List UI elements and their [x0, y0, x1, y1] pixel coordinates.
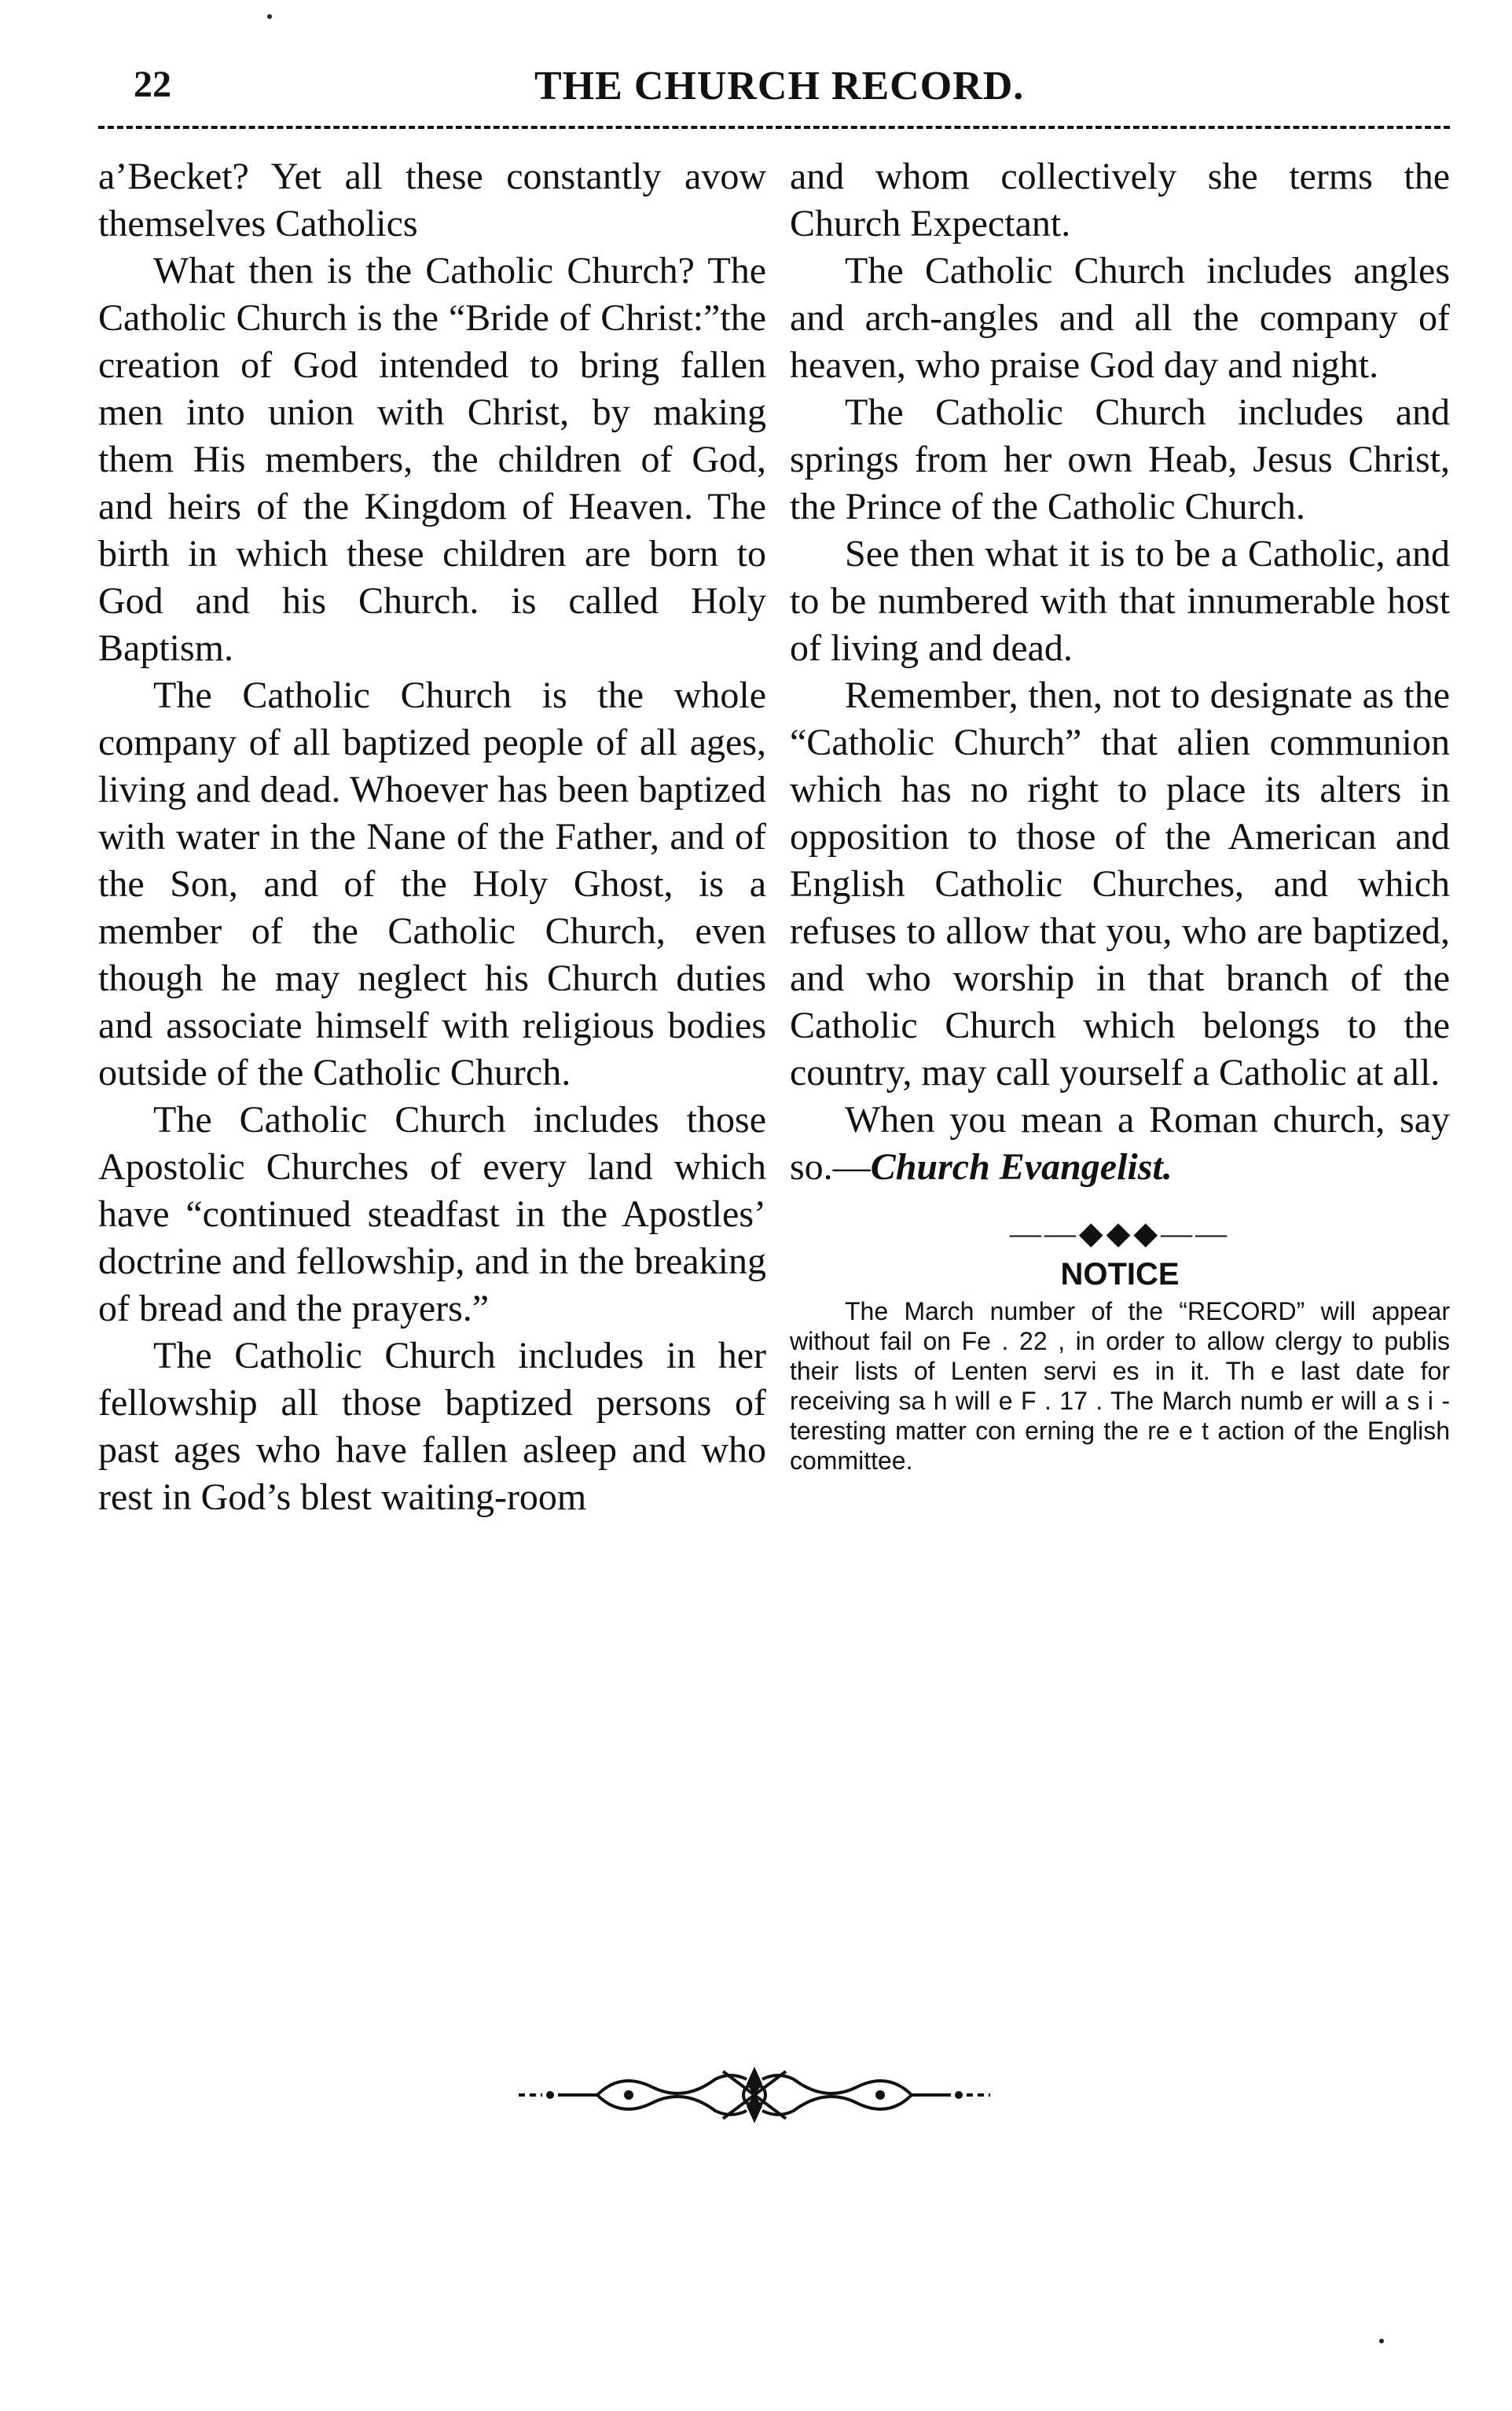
paragraph: The Catholic Church includes those Apostolic Churches of every land which have “continued steadfast in the Apostles’ doctrine and fellowship, and in the breaking of bread and the prayers.” [98, 1099, 766, 1329]
left-column [98, 153, 766, 1521]
source-citation: Church Evangelist. [870, 1146, 1173, 1188]
speck [267, 14, 272, 19]
notice-block [790, 1215, 1450, 1476]
paragraph: a’Becket? Yet all these constantly avow themselves Catholics [98, 156, 766, 244]
right-column [790, 153, 1450, 1476]
notice-heading: NOTICE [1060, 1257, 1180, 1292]
closing-paragraph [790, 1097, 1450, 1191]
closing-text: When you mean a Roman church, say so.— [790, 1099, 1450, 1188]
ornament-icon [511, 2056, 998, 2134]
notice-body: The March number of the “RECORD” will appear without fail on Fe . 22 , in order to allow clergy to publis their lists of Lenten servi es in it. Th e last date for receiving sa h will e F . 17 . The March numb er will a s i - teresting matter con erning the re e t action of the English committee. [790, 1297, 1450, 1475]
paragraph: The Catholic Church includes and springs from her own Heab, Jesus Christ, the Prince of the Catholic Church. [790, 391, 1450, 527]
page-number: 22 [134, 64, 171, 105]
paragraph: and whom collectively she terms the Church Expectant. [790, 156, 1450, 244]
paragraph: The Catholic Church includes in her fellowship all those baptized persons of past ages who have fallen asleep and who rest in God’s blest waiting-room [98, 1335, 766, 1518]
header-rule [98, 126, 1450, 129]
paragraph: What then is the Catholic Church? The Catholic Church is the “Bride of Christ:”the creation of God intended to bring fallen men into union with Christ, by making them His members, the children of God, and heirs of the Kingdom of Heaven. The birth in which these children are born to God and his Church. is called Holy Baptism. [98, 250, 766, 669]
paragraph: The Catholic Church is the whole company of all baptized people of all ages, living and dead. Whoever has been baptized with water in the Nane of the Father, and of the Son, and of the Holy Ghost, is a member of the Catholic Church, even though he may neglect his Church duties and associate himself with religious bodies outside of the Catholic Church. [98, 674, 766, 1093]
speck [1379, 2339, 1384, 2343]
paragraph: Remember, then, not to designate as the “Catholic Church” that alien communion which has no right to place its alters in opposition to those of the American and English Catholic Churches, and which refuses to allow that you, who are baptized, and who worship in that branch of the Catholic Church which belongs to the country, may call yourself a Catholic at all. [790, 674, 1450, 1093]
journal-title: THE CHURCH RECORD. [534, 64, 1025, 108]
paragraph: The Catholic Church includes angles and arch-angles and all the company of heaven, who praise God day and night. [790, 250, 1450, 386]
page-header [118, 63, 1438, 126]
notice-divider: ——◆◆◆—— [1009, 1215, 1231, 1251]
paragraph: See then what it is to be a Catholic, and to be numbered with that innumerable host of living and dead. [790, 533, 1450, 669]
